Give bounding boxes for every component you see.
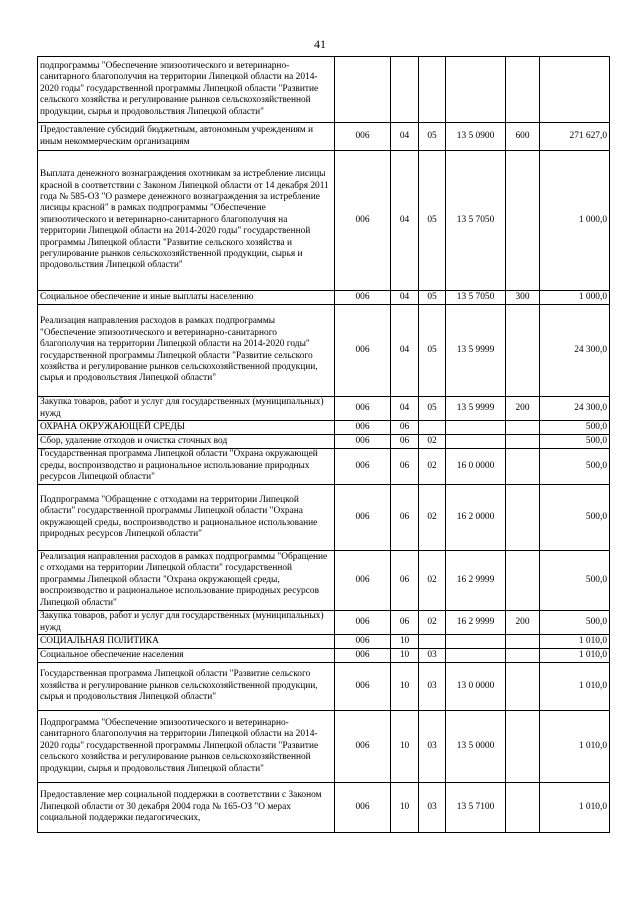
row-name: Выплата денежного вознаграждения охотникам за истребление лисицы красной в соответствии с Законом Липецкой области от 14 декабря 2011 года № 585-ОЗ "О размере денежного вознаграждения за истребление лисицы красной" в рамках подпрограммы "Обеспечение эпизоотического и ветеринарно-санитарного благополучия на территории Липецкой области на 2014-2020 годы" государственной программы Липецкой области "Развитие сельского хозяйства и регулирование рынков сельскохозяйственной продукции, сырья и продовольствия Липецкой области" <box>38 151 335 291</box>
row-target-article-code <box>446 649 506 663</box>
row-target-article-code: 13 0 0000 <box>446 663 506 711</box>
row-ministry-code: 006 <box>335 123 391 151</box>
row-section-code: 10 <box>391 663 419 711</box>
row-amount: 1 010,0 <box>540 635 610 649</box>
row-subsection-code: 03 <box>419 663 446 711</box>
row-expense-type-code <box>506 421 540 435</box>
row-section-code: 06 <box>391 435 419 449</box>
row-expense-type-code <box>506 649 540 663</box>
row-amount: 1 000,0 <box>540 151 610 291</box>
row-target-article-code <box>446 435 506 449</box>
row-amount: 500,0 <box>540 421 610 435</box>
row-expense-type-code <box>506 435 540 449</box>
row-section-code: 04 <box>391 123 419 151</box>
row-section-code: 10 <box>391 783 419 833</box>
row-subsection-code <box>419 57 446 123</box>
row-section-code: 04 <box>391 397 419 421</box>
row-target-article-code: 13 5 7050 <box>446 151 506 291</box>
row-name: Государственная программа Липецкой области "Развитие сельского хозяйства и регулирование рынков сельскохозяйственной продукции, сырья и продовольствия Липецкой области" <box>38 663 335 711</box>
row-name: Закупка товаров, работ и услуг для государственных (муниципальных) нужд <box>38 611 335 635</box>
table-row <box>38 663 610 711</box>
row-ministry-code: 006 <box>335 663 391 711</box>
row-name: Предоставление субсидий бюджетным, автономным учреждениям и иным некоммерческим организациям <box>38 123 335 151</box>
row-section-code: 10 <box>391 711 419 783</box>
table-row <box>38 123 610 151</box>
row-expense-type-code: 600 <box>506 123 540 151</box>
table-row <box>38 551 610 611</box>
row-expense-type-code <box>506 485 540 551</box>
row-ministry-code: 006 <box>335 611 391 635</box>
row-amount: 1 000,0 <box>540 291 610 305</box>
table-row <box>38 783 610 833</box>
row-ministry-code: 006 <box>335 711 391 783</box>
row-ministry-code: 006 <box>335 649 391 663</box>
row-amount: 24 300,0 <box>540 397 610 421</box>
row-section-code: 04 <box>391 151 419 291</box>
row-subsection-code: 05 <box>419 151 446 291</box>
row-expense-type-code <box>506 711 540 783</box>
row-amount: 1 010,0 <box>540 783 610 833</box>
row-subsection-code: 05 <box>419 291 446 305</box>
row-name: Социальное обеспечение населения <box>38 649 335 663</box>
row-expense-type-code <box>506 783 540 833</box>
row-ministry-code: 006 <box>335 291 391 305</box>
row-subsection-code: 03 <box>419 649 446 663</box>
row-amount: 500,0 <box>540 551 610 611</box>
row-expense-type-code: 200 <box>506 397 540 421</box>
row-name: Государственная программа Липецкой области "Охрана окружающей среды, воспроизводство и рациональное использование природных ресурсов Липецкой области" <box>38 449 335 485</box>
row-subsection-code <box>419 421 446 435</box>
row-ministry-code: 006 <box>335 783 391 833</box>
row-expense-type-code <box>506 635 540 649</box>
row-subsection-code: 02 <box>419 435 446 449</box>
row-section-code: 06 <box>391 449 419 485</box>
budget-table <box>37 56 610 833</box>
row-section-code <box>391 57 419 123</box>
row-subsection-code: 03 <box>419 783 446 833</box>
row-name: Закупка товаров, работ и услуг для государственных (муниципальных) нужд <box>38 397 335 421</box>
row-amount: 500,0 <box>540 485 610 551</box>
table-row <box>38 635 610 649</box>
row-ministry-code: 006 <box>335 485 391 551</box>
table-row <box>38 611 610 635</box>
table-row <box>38 291 610 305</box>
row-expense-type-code <box>506 449 540 485</box>
row-amount: 500,0 <box>540 435 610 449</box>
row-name: СОЦИАЛЬНАЯ ПОЛИТИКА <box>38 635 335 649</box>
row-name: Подпрограмма "Обеспечение эпизоотического и ветеринарно-санитарного благополучия на территории Липецкой области на 2014-2020 годы" государственной программы Липецкой области "Развитие сельского хозяйства и регулирование рынков сельскохозяйственной продукции, сырья и продовольствия Липецкой области" <box>38 711 335 783</box>
budget-table-body <box>38 57 610 833</box>
table-row <box>38 151 610 291</box>
row-target-article-code: 16 0 0000 <box>446 449 506 485</box>
row-expense-type-code: 200 <box>506 611 540 635</box>
row-target-article-code: 13 5 7100 <box>446 783 506 833</box>
row-ministry-code: 006 <box>335 449 391 485</box>
table-row <box>38 649 610 663</box>
row-amount: 1 010,0 <box>540 663 610 711</box>
row-expense-type-code: 300 <box>506 291 540 305</box>
row-section-code: 04 <box>391 305 419 397</box>
table-row <box>38 57 610 123</box>
row-amount: 1 010,0 <box>540 711 610 783</box>
row-target-article-code: 16 2 9999 <box>446 611 506 635</box>
table-row <box>38 435 610 449</box>
table-row <box>38 305 610 397</box>
row-subsection-code: 02 <box>419 611 446 635</box>
row-amount: 500,0 <box>540 611 610 635</box>
row-name: Подпрограмма "Обращение с отходами на территории Липецкой области" государственной программы Липецкой области "Охрана окружающей среды, воспроизводство и рациональное использование природных ресурсов Липецкой области" <box>38 485 335 551</box>
row-subsection-code: 02 <box>419 551 446 611</box>
row-subsection-code: 05 <box>419 305 446 397</box>
row-ministry-code: 006 <box>335 305 391 397</box>
row-name: Предоставление мер социальной поддержки в соответствии с Законом Липецкой области от 30 декабря 2004 года № 165-ОЗ "О мерах социальной поддержки педагогических, <box>38 783 335 833</box>
row-ministry-code: 006 <box>335 421 391 435</box>
row-section-code: 06 <box>391 485 419 551</box>
row-ministry-code <box>335 57 391 123</box>
row-amount: 1 010,0 <box>540 649 610 663</box>
row-target-article-code: 13 5 0000 <box>446 711 506 783</box>
row-subsection-code: 03 <box>419 711 446 783</box>
row-expense-type-code <box>506 305 540 397</box>
row-name: Социальное обеспечение и иные выплаты населению <box>38 291 335 305</box>
row-ministry-code: 006 <box>335 435 391 449</box>
row-ministry-code: 006 <box>335 635 391 649</box>
row-name: подпрограммы "Обеспечение эпизоотического и ветеринарно-санитарного благополучия на территории Липецкой области на 2014-2020 годы" государственной программы Липецкой области "Развитие сельского хозяйства и регулирование рынков сельскохозяйственной продукции, сырья и продовольствия Липецкой области" <box>38 57 335 123</box>
row-section-code: 06 <box>391 611 419 635</box>
row-subsection-code: 05 <box>419 123 446 151</box>
row-expense-type-code <box>506 57 540 123</box>
row-expense-type-code <box>506 551 540 611</box>
table-row <box>38 397 610 421</box>
row-section-code: 10 <box>391 635 419 649</box>
row-ministry-code: 006 <box>335 551 391 611</box>
row-target-article-code: 16 2 0000 <box>446 485 506 551</box>
row-target-article-code: 13 5 9999 <box>446 397 506 421</box>
row-target-article-code <box>446 635 506 649</box>
row-subsection-code <box>419 635 446 649</box>
row-section-code: 06 <box>391 421 419 435</box>
table-row <box>38 485 610 551</box>
row-subsection-code: 05 <box>419 397 446 421</box>
page-number: 41 <box>314 37 326 51</box>
row-target-article-code: 13 5 0900 <box>446 123 506 151</box>
row-name: Реализация направления расходов в рамках подпрограммы "Обеспечение эпизоотического и ветеринарно-санитарного благополучия на территории Липецкой области на 2014-2020 годы" государственной программы Липецкой области "Развитие сельского хозяйства и регулирование рынков сельскохозяйственной продукции, сырья и продовольствия Липецкой области" <box>38 305 335 397</box>
row-target-article-code: 13 5 7050 <box>446 291 506 305</box>
row-section-code: 06 <box>391 551 419 611</box>
row-target-article-code <box>446 57 506 123</box>
row-ministry-code: 006 <box>335 397 391 421</box>
row-section-code: 10 <box>391 649 419 663</box>
table-row <box>38 449 610 485</box>
table-row <box>38 711 610 783</box>
row-amount: 24 300,0 <box>540 305 610 397</box>
row-ministry-code: 006 <box>335 151 391 291</box>
row-subsection-code: 02 <box>419 449 446 485</box>
row-amount: 500,0 <box>540 449 610 485</box>
row-target-article-code: 16 2 9999 <box>446 551 506 611</box>
row-name: Реализация направления расходов в рамках подпрограммы "Обращение с отходами на территории Липецкой области" государственной программы Липецкой области "Охрана окружающей среды, воспроизводство и рациональное использование природных ресурсов Липецкой области" <box>38 551 335 611</box>
row-amount <box>540 57 610 123</box>
table-row <box>38 421 610 435</box>
row-target-article-code <box>446 421 506 435</box>
row-amount: 271 627,0 <box>540 123 610 151</box>
row-expense-type-code <box>506 151 540 291</box>
row-section-code: 04 <box>391 291 419 305</box>
row-name: ОХРАНА ОКРУЖАЮЩЕЙ СРЕДЫ <box>38 421 335 435</box>
row-expense-type-code <box>506 663 540 711</box>
row-target-article-code: 13 5 9999 <box>446 305 506 397</box>
row-name: Сбор, удаление отходов и очистка сточных вод <box>38 435 335 449</box>
row-subsection-code: 02 <box>419 485 446 551</box>
